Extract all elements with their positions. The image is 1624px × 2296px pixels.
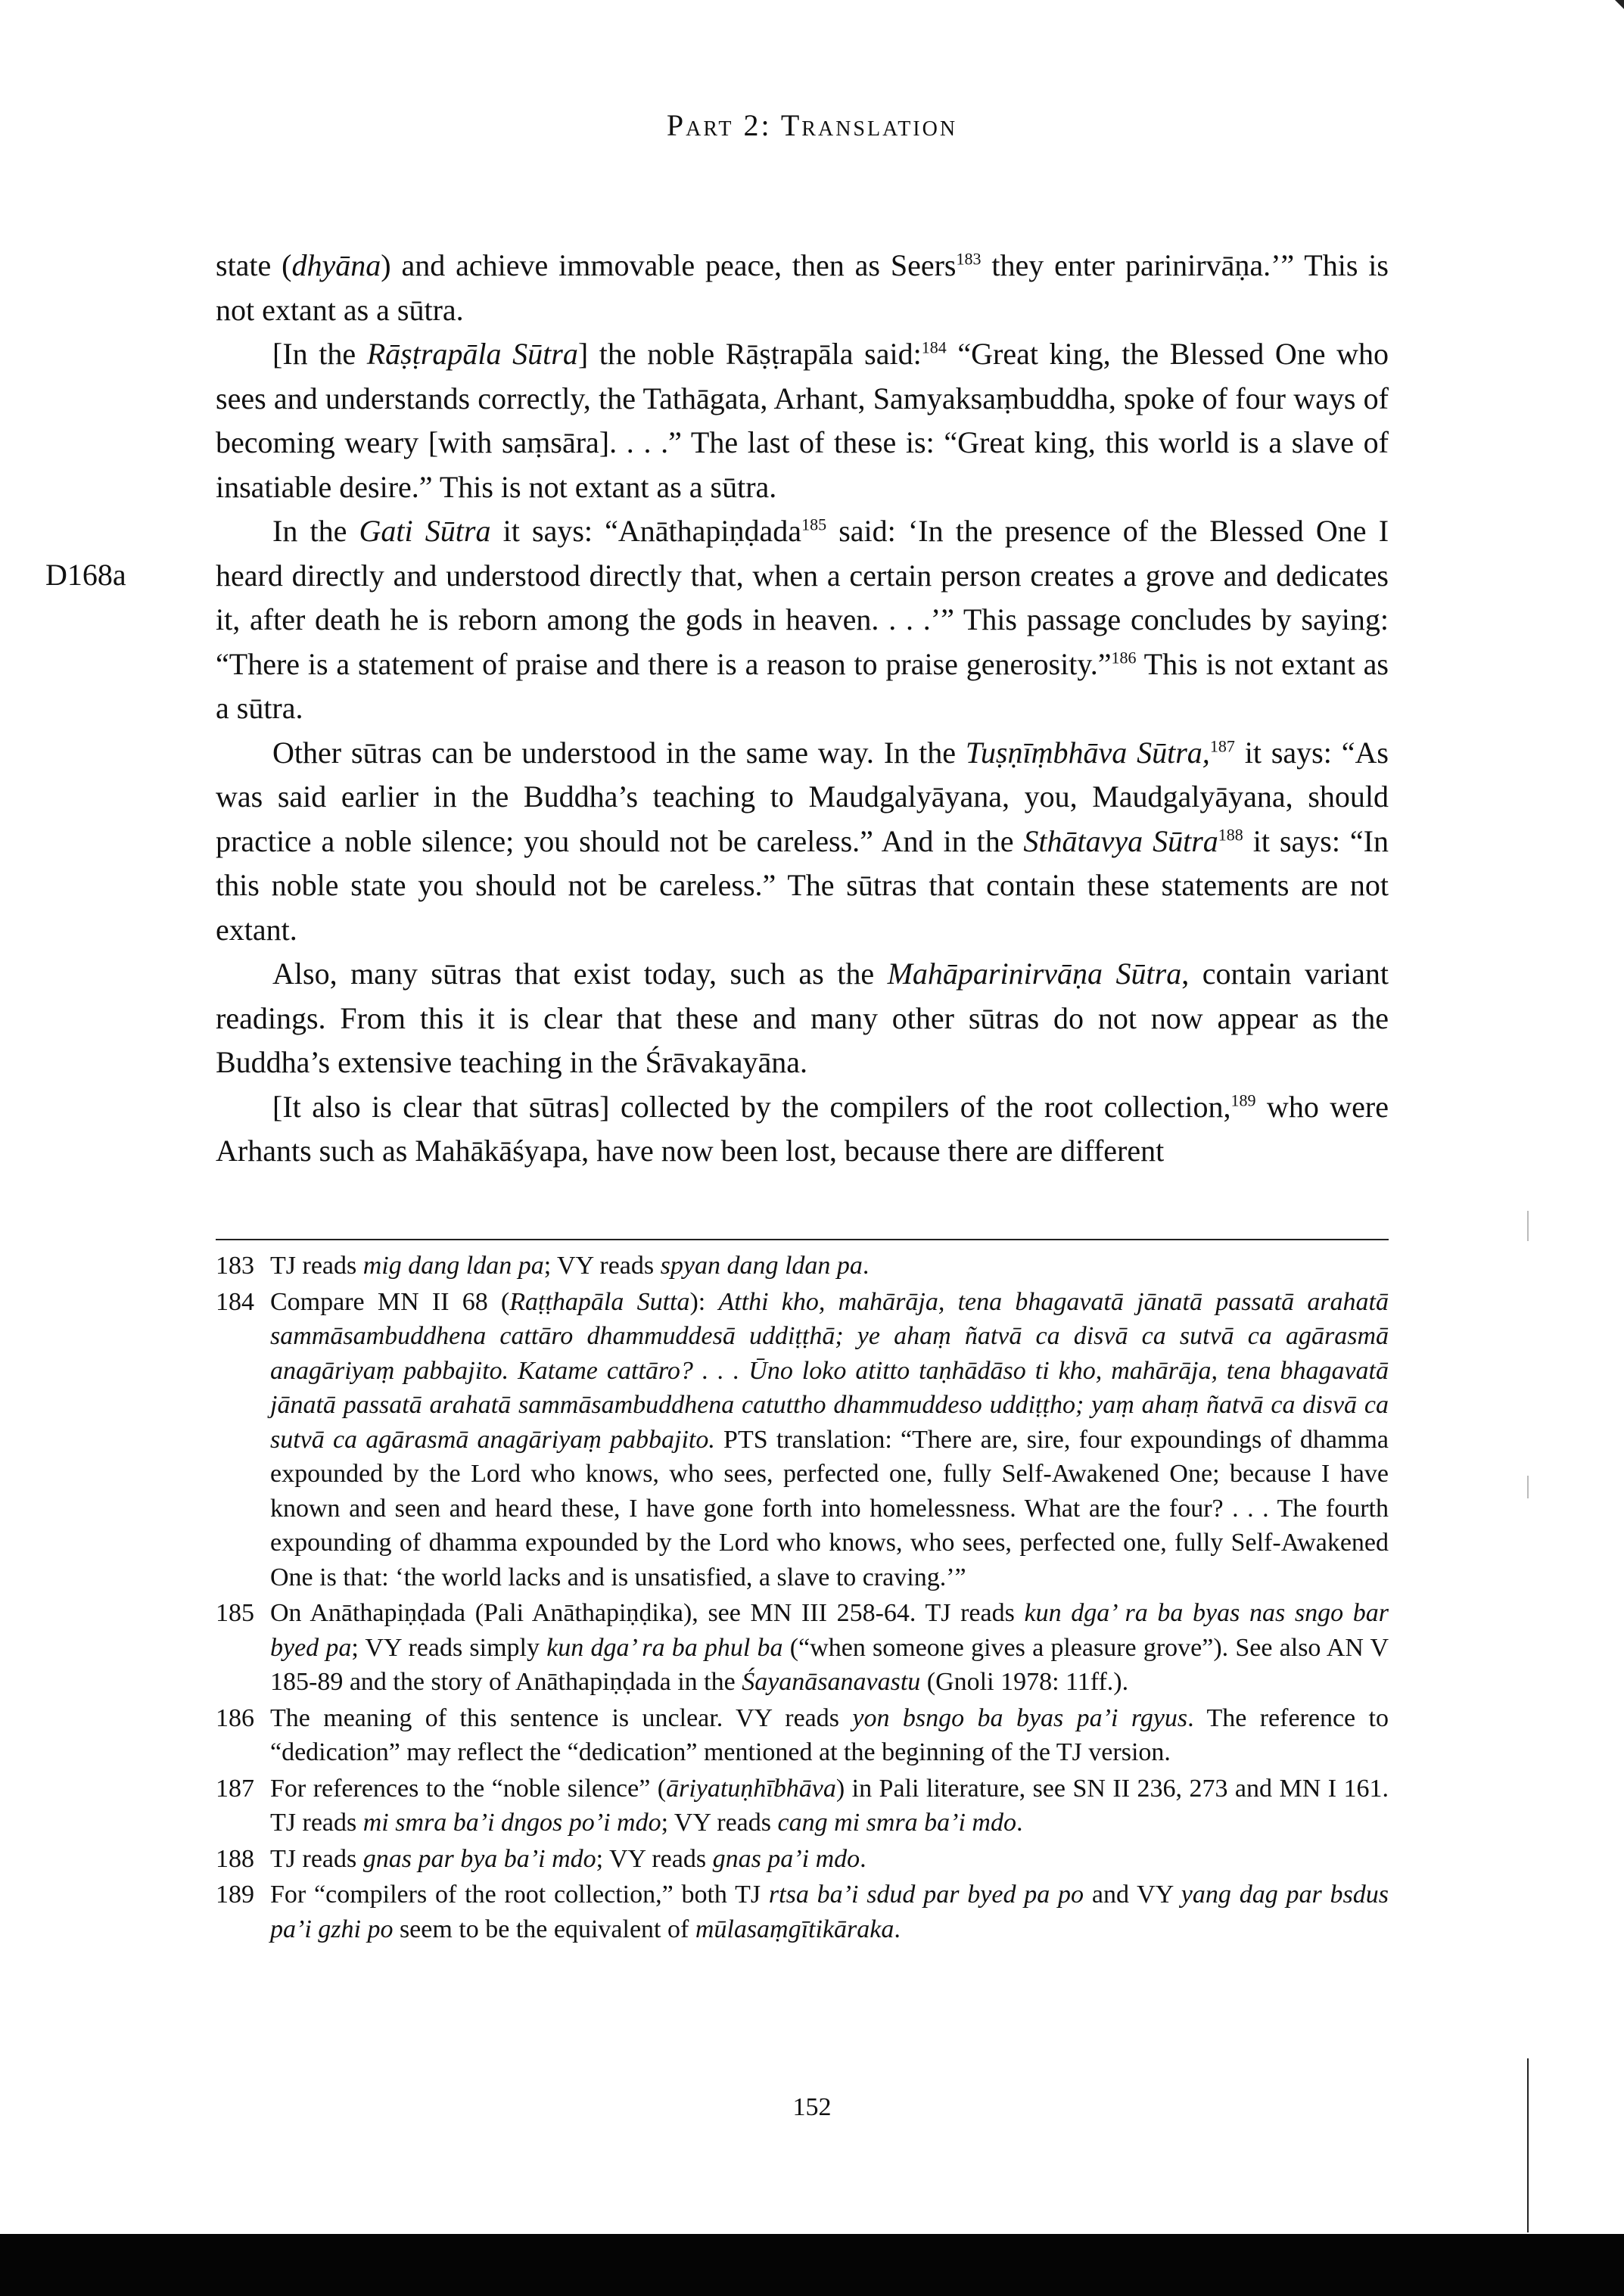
paragraph xyxy=(216,731,1389,953)
paragraph xyxy=(216,952,1389,1085)
footnote xyxy=(216,1878,1389,1946)
italic-span: Raṭṭhapāla Sutta xyxy=(509,1287,690,1316)
italic-span: Rāṣṭrapāla Sūtra xyxy=(366,337,578,371)
footnote xyxy=(216,1772,1389,1840)
page-number: 152 xyxy=(792,2093,832,2121)
italic-span: mūlasaṃgītikāraka xyxy=(695,1915,894,1943)
running-header: Part 2: Translation xyxy=(666,108,958,142)
footnote xyxy=(216,1701,1389,1770)
footnote-number: 183 xyxy=(216,1252,254,1280)
text-span: [In the xyxy=(272,337,367,371)
text-span: TJ reads xyxy=(270,1252,363,1280)
text-span: ] the noble Rāṣṭrapāla said: xyxy=(577,337,922,371)
footnote-text xyxy=(270,1842,1389,1877)
text-span: it says: “As was said earlier in the Buddha’s teaching to Maudgalyāyana, you, Maudgalyāyana, should practice a noble silence; you should not be careless.” And in the xyxy=(216,735,1389,858)
text-span: it says: “Anāthapiṇḍada xyxy=(490,514,802,548)
text-span: The meaning of this sentence is unclear. VY reads xyxy=(270,1703,853,1732)
text-span: and VY xyxy=(1084,1881,1181,1909)
italic-span: gnas par bya ba’i mdo xyxy=(362,1844,596,1873)
text-span: ; VY reads xyxy=(661,1809,778,1837)
main-text xyxy=(216,244,1389,1174)
footnote-ref: 184 xyxy=(921,338,947,357)
scan-artifact xyxy=(1527,1476,1529,1498)
text-span: they enter parinirvāṇa.’” This is not extant as a sūtra. xyxy=(216,248,1389,327)
text-span: [It also is clear that sūtras] collected by the compilers of the root collection, xyxy=(272,1089,1231,1124)
footnote-text xyxy=(270,1285,1389,1595)
italic-span: yang dag par bsdus pa’i gzhi po xyxy=(270,1881,1389,1943)
text-span: . xyxy=(1016,1809,1023,1837)
footnote-ref: 187 xyxy=(1209,736,1235,756)
footnote-number: 188 xyxy=(216,1844,254,1873)
text-span: ) in Pali literature, see SN II 236, 273 and MN I 161. TJ reads xyxy=(270,1774,1389,1837)
footnote-ref: 189 xyxy=(1230,1090,1256,1110)
footnote-ref: 183 xyxy=(956,249,982,269)
italic-span: mig dang ldan pa xyxy=(362,1252,544,1280)
text-span: (“when someone gives a pleasure grove”). See also AN V 185-89 and the story of Anāthapiṇḍada in the xyxy=(270,1633,1389,1696)
footnote-text xyxy=(270,1249,1389,1283)
italic-span: Mahāparinirvāṇa Sūtra xyxy=(887,957,1182,991)
text-span: . xyxy=(894,1915,901,1943)
scan-corner-mark xyxy=(1615,0,1624,9)
footnote-text xyxy=(270,1596,1389,1700)
text-span: said: ‘In the presence of the Blessed One I heard directly and understood directly that, when a certain person creates a grove and dedicates it, after death he is reborn among the gods in heaven. . . .’” This passage concludes by saying: “There is a statement of praise and there is a reason to praise generosity.” xyxy=(216,514,1389,681)
italic-span: gnas pa’i mdo xyxy=(712,1844,860,1873)
italic-span: kun dga’ ra ba phul ba xyxy=(546,1633,783,1662)
italic-span: Tuṣṇīṃbhāva Sūtra, xyxy=(965,735,1210,770)
text-span: PTS translation: “There are, sire, four expoundings of dhamma expounded by the Lord who knows, who sees, perfected one, fully Self-Awakened One; because I have known and seen and heard these, I have gone forth into homelessness. What are the four? . . . The fourth expounding of dhamma expounded by the Lord who knows, who sees, perfected one, fully Self-Awakened One is that: ‘the world lacks and is unsatisfied, a slave to craving.’” xyxy=(270,1425,1389,1591)
text-span: ): xyxy=(689,1287,719,1316)
text-span: ) and achieve immovable peace, then as Seers xyxy=(381,248,957,282)
italic-span: kun dga’ ra ba byas nas sngo bar byed pa xyxy=(270,1599,1389,1662)
text-span: seem to be the equivalent of xyxy=(393,1915,695,1943)
scan-bottom-edge xyxy=(0,2234,1624,2296)
scan-artifact xyxy=(1527,1211,1529,1241)
text-span: “Great king, the Blessed One who sees and understands correctly, the Tathāgata, Arhant, Samyaksaṃbuddha, spoke of four ways of becoming weary [with saṃsāra]. . . .” The last of these is: “Great king, this world is a slave of insatiable desire.” This is not extant as a sūtra. xyxy=(216,337,1389,504)
footnote-number: 187 xyxy=(216,1774,254,1803)
text-span: TJ reads xyxy=(270,1844,363,1873)
italic-span: spyan dang ldan pa xyxy=(660,1252,863,1280)
footnote xyxy=(216,1249,1389,1283)
footnote-text xyxy=(270,1878,1389,1946)
text-span: In the xyxy=(272,514,359,548)
text-span: . The reference to “dedication” may reflect the “dedication” mentioned at the beginning of the TJ version. xyxy=(270,1703,1389,1766)
text-span: ; VY reads simply xyxy=(351,1633,547,1662)
text-span: On Anāthapiṇḍada (Pali Anāthapiṇḍika), see MN III 258-64. TJ reads xyxy=(270,1599,1025,1627)
paragraph xyxy=(216,1085,1389,1174)
text-span: For “compilers of the root collection,” both TJ xyxy=(270,1881,769,1909)
text-span: . xyxy=(862,1252,870,1280)
footnotes xyxy=(216,1249,1389,1948)
italic-span: āriyatuṇhībhāva xyxy=(666,1774,836,1803)
footnote-number: 189 xyxy=(216,1881,254,1909)
text-span: . xyxy=(860,1844,866,1873)
scan-artifact xyxy=(1527,2058,1529,2232)
text-span: This is not extant as a sūtra. xyxy=(216,646,1389,725)
footnote-ref: 186 xyxy=(1111,648,1137,667)
footnote-number: 185 xyxy=(216,1599,254,1627)
italic-span: mi smra ba’i dngos po’i mdo xyxy=(362,1809,661,1837)
text-span: state ( xyxy=(216,248,292,282)
text-span: Also, many sūtras that exist today, such as the xyxy=(272,957,888,991)
paragraph xyxy=(216,509,1389,731)
paragraph xyxy=(216,332,1389,509)
paragraph xyxy=(216,244,1389,332)
italic-span: cang mi smra ba’i mdo xyxy=(777,1809,1016,1837)
footnote-number: 186 xyxy=(216,1703,254,1732)
footnote-text xyxy=(270,1772,1389,1840)
italic-span: Gati Sūtra xyxy=(359,514,491,548)
footnote-separator xyxy=(216,1239,1389,1240)
footnote xyxy=(216,1842,1389,1877)
footnote-ref: 185 xyxy=(801,515,827,534)
text-span: , contain variant readings. From this it is clear that these and many other sūtras do not now appear as the Buddha’s extensive teaching in the Śrāvakayāna. xyxy=(216,957,1389,1079)
italic-span: dhyāna xyxy=(291,248,381,282)
footnote-ref: 188 xyxy=(1218,825,1243,845)
footnote-text xyxy=(270,1701,1389,1770)
footnote xyxy=(216,1285,1389,1595)
footnote-number: 184 xyxy=(216,1287,254,1316)
italic-span: rtsa ba’i sdud par byed pa po xyxy=(768,1881,1084,1909)
margin-reference: D168a xyxy=(45,558,126,592)
italic-span: Sthātavya Sūtra xyxy=(1023,823,1218,858)
text-span: (Gnoli 1978: 11ff.). xyxy=(920,1668,1129,1696)
italic-span: Śayanāsanavastu xyxy=(742,1668,921,1696)
italic-span: yon bsngo ba byas pa’i rgyus xyxy=(852,1703,1188,1732)
italic-span: Atthi kho, mahārāja, tena bhagavatā jānatā passatā arahatā sammāsambuddhena cattāro dhammuddesā uddiṭṭhā; ye ahaṃ ñatvā ca disvā ca sutvā ca agārasmā anagāriyaṃ pabbajito. Katame cattāro? . . . Ūno loko atitto taṇhādāso ti kho, mahārāja, tena bhagavatā jānatā passatā arahatā sammāsambuddhena catuttho dhammuddeso uddiṭṭho; yaṃ ahaṃ ñatvā ca disvā ca sutvā ca agārasmā anagāriyaṃ pabbajito. xyxy=(270,1287,1389,1454)
text-span: For references to the “noble silence” ( xyxy=(270,1774,667,1803)
text-span: ; VY reads xyxy=(543,1252,661,1280)
text-span: who were Arhants such as Mahākāśyapa, have now been lost, because there are different xyxy=(216,1089,1389,1168)
text-span: ; VY reads xyxy=(596,1844,713,1873)
text-span: Compare MN II 68 ( xyxy=(270,1287,510,1316)
text-span: it says: “In this noble state you should not be careless.” The sūtras that contain these statements are not extant. xyxy=(216,823,1389,947)
text-span: Other sūtras can be understood in the same way. In the xyxy=(272,735,966,770)
footnote xyxy=(216,1596,1389,1700)
